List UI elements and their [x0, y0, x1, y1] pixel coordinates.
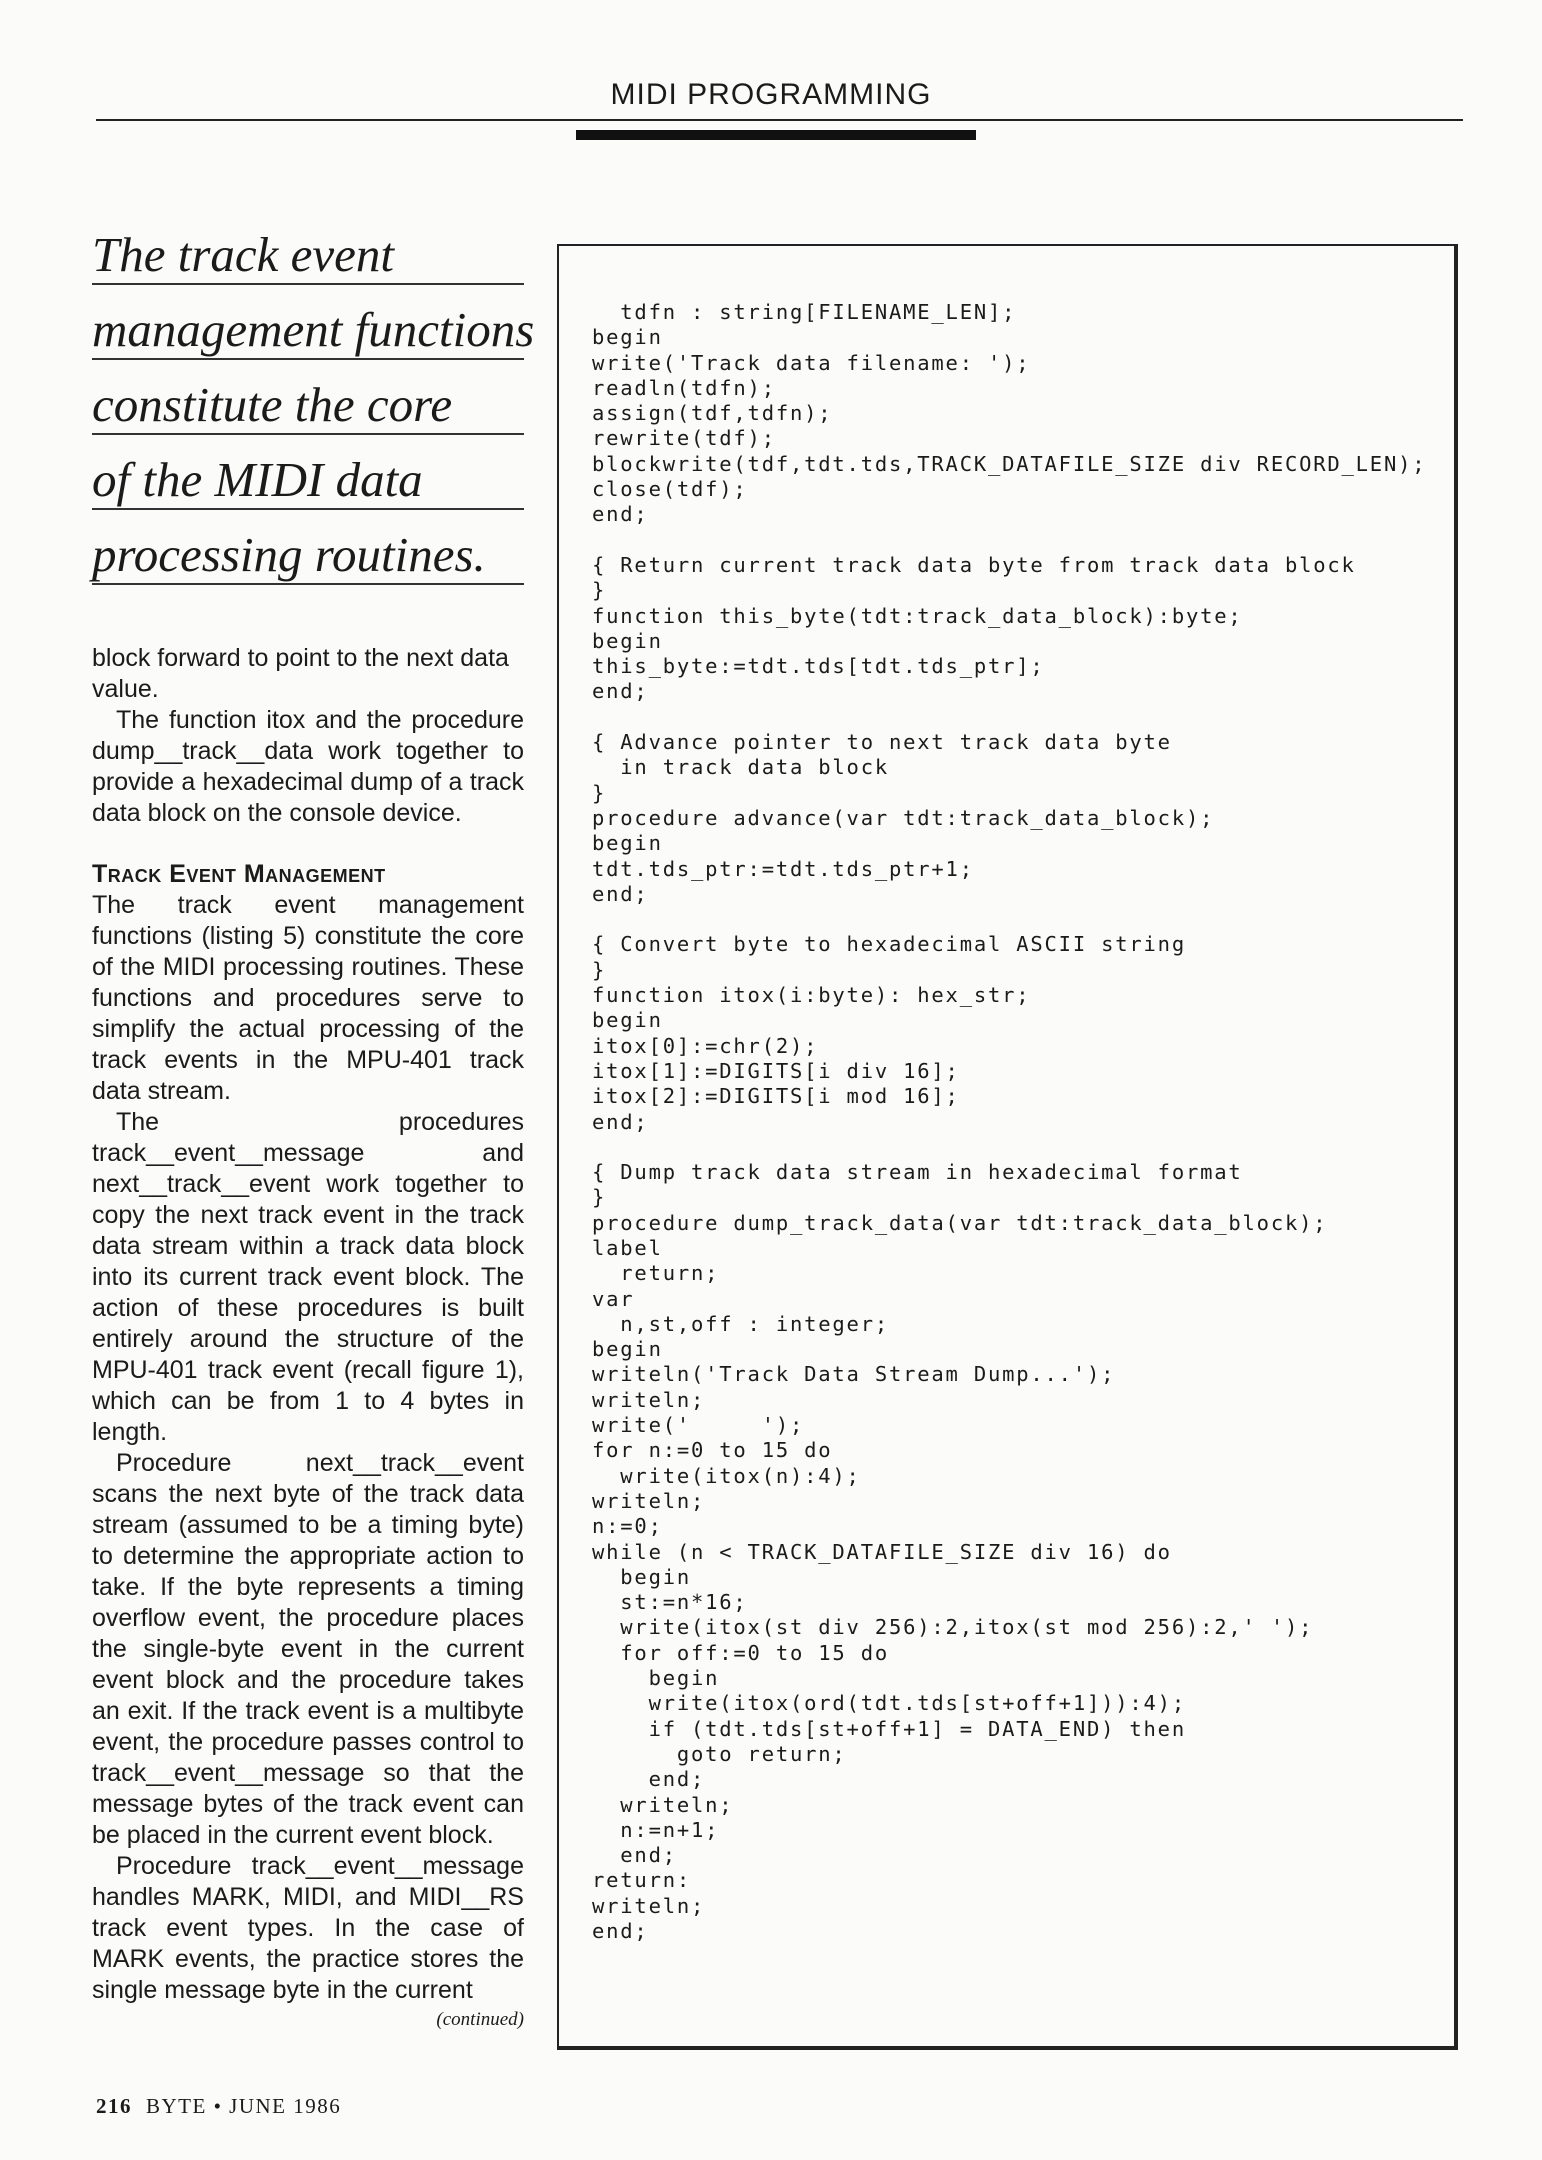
code-line: begin	[592, 1008, 663, 1033]
code-line: return;	[592, 1261, 720, 1286]
pull-quote-line: management functions	[92, 285, 524, 360]
code-line: while (n < TRACK_DATAFILE_SIZE div 16) do	[592, 1539, 1172, 1564]
code-line: }	[592, 578, 607, 603]
code-line: this_byte:=tdt.tds[tdt.tds_ptr];	[592, 654, 1045, 679]
code-line	[592, 705, 1442, 730]
code-line: }	[592, 1185, 607, 1210]
code-line: begin	[592, 325, 663, 350]
code-line: write(itox(st div 256):2,itox(st mod 256):2,' ');	[592, 1615, 1314, 1640]
page-footer	[96, 2094, 341, 2119]
code-line: write('Track data filename: ');	[592, 350, 1031, 375]
code-line: begin	[592, 628, 663, 653]
code-line: end;	[592, 679, 649, 704]
continued-note: (continued)	[436, 2009, 524, 2030]
code-line: n:=n+1;	[592, 1817, 720, 1842]
code-line: end;	[592, 1919, 649, 1943]
pull-quote	[92, 227, 535, 585]
code-line: for off:=0 to 15 do	[592, 1640, 889, 1665]
publication-line: BYTE • JUNE 1986	[146, 2094, 342, 2118]
code-line: end;	[592, 502, 649, 527]
code-line: writeln;	[592, 1488, 706, 1513]
code-line: tdfn : string[FILENAME_LEN];	[592, 300, 1017, 324]
code-line: { Advance pointer to next track data byte	[592, 730, 1172, 755]
code-line: begin	[592, 1337, 663, 1362]
code-line: begin	[592, 831, 663, 856]
code-line: end;	[592, 881, 649, 906]
code-line: return:	[592, 1868, 691, 1893]
article-body-column	[92, 643, 524, 2032]
section-heading: Track Event Management	[92, 860, 386, 888]
code-line: itox[2]:=DIGITS[i mod 16];	[592, 1084, 960, 1109]
code-line: if (tdt.tds[st+off+1] = DATA_END) then	[592, 1716, 1186, 1741]
code-line: st:=n*16;	[592, 1590, 748, 1615]
code-line: procedure advance(var tdt:track_data_block);	[592, 805, 1215, 830]
body-paragraph: Procedure next__track__event scans the next byte of the track data stream (assumed to be a timing byte) to determine the appropriate action to take. If the byte represents a timing overflow event, the procedure places the single-byte event in the current event block and the procedure takes an exit. If the track event is a multibyte event, the procedure passes control to track__event__message so that the message bytes of the track event can be placed in the current event block.	[92, 1449, 524, 1849]
page-number: 216	[96, 2094, 132, 2118]
code-line: for n:=0 to 15 do	[592, 1438, 833, 1463]
code-line: blockwrite(tdf,tdt.tds,TRACK_DATAFILE_SIZE div RECORD_LEN);	[592, 451, 1427, 476]
code-line: tdt.tds_ptr:=tdt.tds_ptr+1;	[592, 856, 974, 881]
code-line: label	[592, 1235, 663, 1260]
body-paragraph: The track event management functions (listing 5) constitute the core of the MIDI processing routines. These functions and procedures serve to simplify the actual processing of the track events in the MPU-401 track data stream.	[92, 891, 524, 1105]
code-line: function this_byte(tdt:track_data_block):byte;	[592, 603, 1243, 628]
code-line: itox[1]:=DIGITS[i div 16];	[592, 1058, 960, 1083]
code-line: var	[592, 1286, 635, 1311]
header-accent-bar	[576, 130, 976, 140]
code-line: end;	[592, 1767, 706, 1792]
code-line: }	[592, 780, 607, 805]
code-line: writeln;	[592, 1792, 734, 1817]
code-line	[592, 907, 1442, 932]
code-listing	[592, 300, 1442, 1944]
code-line: { Dump track data stream in hexadecimal format	[592, 1160, 1243, 1185]
code-line: n:=0;	[592, 1514, 663, 1539]
code-line: procedure dump_track_data(var tdt:track_data_block);	[592, 1210, 1328, 1235]
code-line: writeln;	[592, 1387, 706, 1412]
pull-quote-line: processing routines.	[92, 510, 524, 585]
code-line: assign(tdf,tdfn);	[592, 401, 833, 426]
code-line: writeln('Track Data Stream Dump...');	[592, 1362, 1116, 1387]
code-line: write(itox(n):4);	[592, 1463, 861, 1488]
code-line: }	[592, 957, 607, 982]
code-line: itox[0]:=chr(2);	[592, 1033, 819, 1058]
code-line: readln(tdfn);	[592, 375, 776, 400]
code-line: close(tdf);	[592, 477, 748, 502]
code-line: goto return;	[592, 1741, 847, 1766]
code-line: function itox(i:byte): hex_str;	[592, 983, 1031, 1008]
code-line: rewrite(tdf);	[592, 426, 776, 451]
code-line: write(itox(ord(tdt.tds[st+off+1])):4);	[592, 1691, 1186, 1716]
body-paragraph: The function itox and the procedure dump__track__data work together to provide a hexadecimal dump of a track data block on the console device.	[92, 706, 524, 827]
code-line: begin	[592, 1564, 691, 1589]
code-line: write(' ');	[592, 1413, 805, 1438]
code-line	[592, 1135, 1442, 1160]
code-line: { Convert byte to hexadecimal ASCII string	[592, 932, 1186, 957]
pull-quote-line: The track event	[92, 228, 524, 285]
pull-quote-line: of the MIDI data	[92, 435, 524, 510]
code-line	[592, 528, 1442, 553]
code-line: in track data block	[592, 755, 889, 780]
code-line: { Return current track data byte from track data block	[592, 552, 1356, 577]
code-line: begin	[592, 1666, 720, 1691]
header-rule	[96, 119, 1463, 121]
running-header: MIDI PROGRAMMING	[610, 78, 932, 111]
body-paragraph: Procedure track__event__message handles MARK, MIDI, and MIDI__RS track event types. In the case of MARK events, the practice stores the single message byte in the current	[92, 1852, 524, 2004]
code-line: n,st,off : integer;	[592, 1311, 889, 1336]
body-paragraph: block forward to point to the next data value.	[92, 644, 509, 703]
pull-quote-line: constitute the core	[92, 360, 524, 435]
code-line: end;	[592, 1109, 649, 1134]
code-line: writeln;	[592, 1893, 706, 1918]
code-line: end;	[592, 1843, 677, 1868]
body-paragraph: The procedures track__event__message and next__track__event work together to copy the next track event in the track data stream within a track data block into its current track event block. The action of these procedures is built entirely around the structure of the MPU-401 track event (recall figure 1), which can be from 1 to 4 bytes in length.	[92, 1108, 524, 1446]
